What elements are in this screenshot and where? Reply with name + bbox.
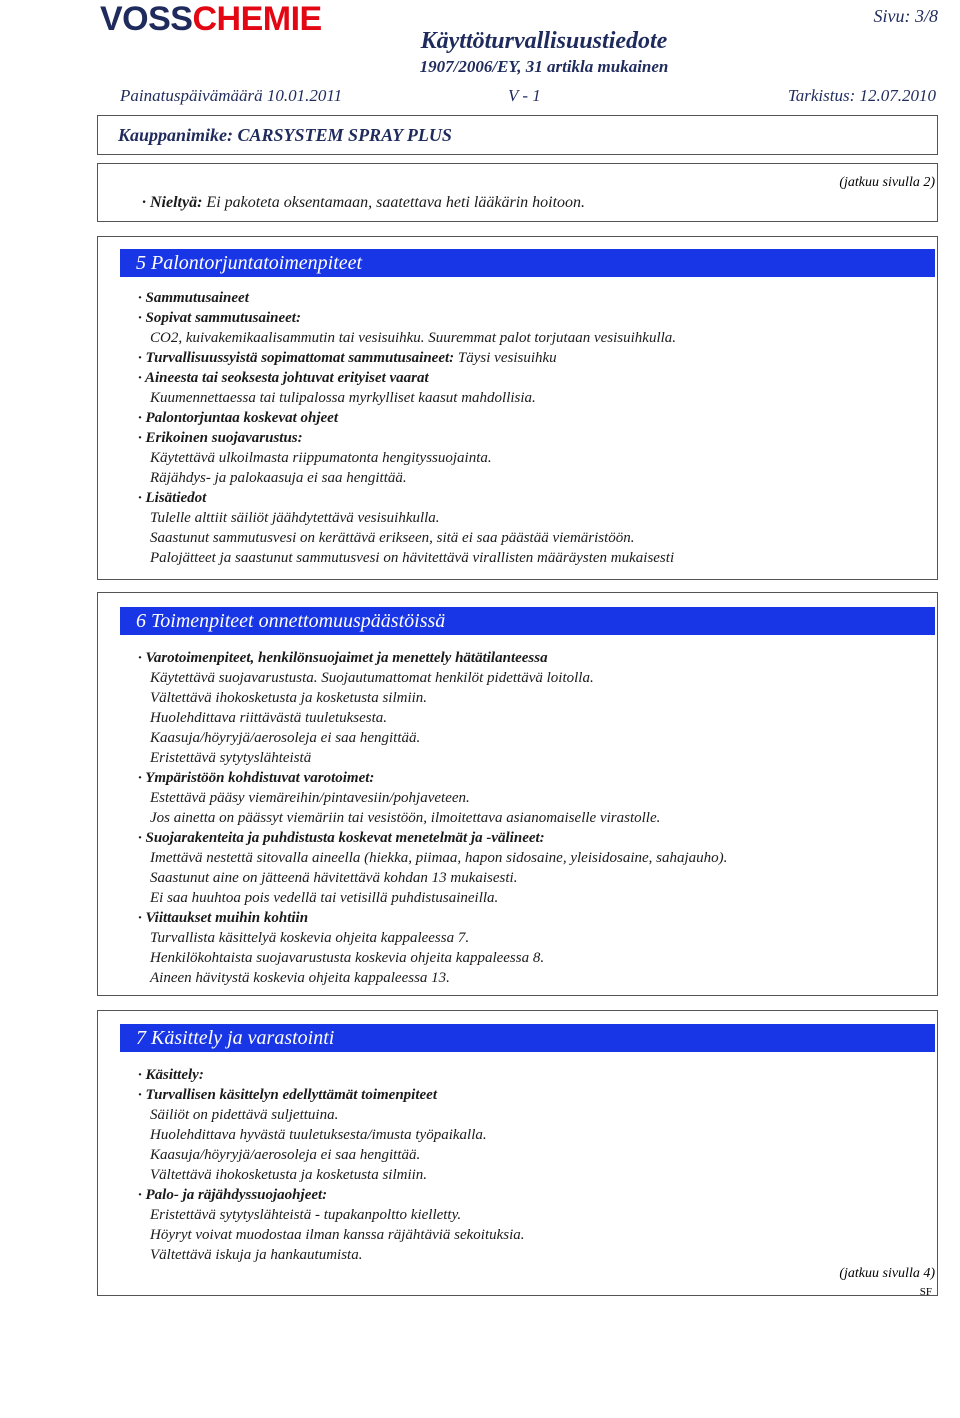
section-6-line: · Suojarakenteita ja puhdistusta koskevat menetelmät ja -välineet: (138, 830, 545, 846)
section-6-title: 6 Toimenpiteet onnettomuuspäästöissä (120, 607, 935, 635)
section-6-line: Henkilökohtaista suojavarustusta koskevia ohjeita kappaleessa 8. (150, 950, 545, 966)
section-7-line: · Turvallisen käsittelyn edellyttämät toimenpiteet (138, 1087, 437, 1103)
section-7-line: Huolehdittava hyvästä tuuletuksesta/imusta työpaikalla. (150, 1127, 487, 1143)
version: V - 1 (508, 86, 541, 105)
section-7-line: Vältettävä ihokosketusta ja kosketusta silmiin. (150, 1167, 428, 1183)
section-5-line: · Aineesta tai seoksesta johtuvat erityiset vaarat (138, 370, 429, 386)
section-6-line: Vältettävä ihokosketusta ja kosketusta silmiin. (150, 690, 428, 706)
section-7 (97, 1010, 938, 1296)
section-7-line: Säiliöt on pidettävä suljettuina. (150, 1107, 339, 1123)
section-7-line: Kaasuja/höyryjä/aerosoleja ei saa hengittää. (150, 1147, 421, 1163)
section-7-line: · Käsittely: (138, 1067, 204, 1083)
continued-box (97, 163, 938, 222)
section-7-line: · Palo- ja räjähdyssuojaohjeet: (138, 1187, 328, 1203)
swallow-label: · Nieltyä: (142, 194, 203, 211)
trade-name: Kauppanimike: CARSYSTEM SPRAY PLUS (118, 125, 452, 145)
section-6-line: Ei saa huuhtoa pois vedellä tai vetisillä puhdistusaineilla. (150, 890, 499, 906)
section-6-line: Jos ainetta on päässyt viemäriin tai vesistöön, ilmoitettava asianomaiselle virastolle. (150, 810, 661, 826)
section-7-title: 7 Käsittely ja varastointi (120, 1024, 935, 1052)
section-6-line: Turvallista käsittelyä koskevia ohjeita kappaleessa 7. (150, 930, 470, 946)
section-7-line: Eristettävä sytytyslähteistä - tupakanpoltto kielletty. (150, 1207, 462, 1223)
section-7-line: Vältettävä iskuja ja hankautumista. (150, 1247, 363, 1263)
section-5-line: Tulelle alttiit säiliöt jäähdytettävä vesisuihkulla. (150, 510, 440, 526)
document-subtitle: 1907/2006/EY, 31 artikla mukainen (419, 57, 669, 76)
swallow-text: Ei pakoteta oksentamaan, saatettava heti lääkärin hoitoon. (202, 194, 586, 211)
section-6-line: Käytettävä suojavarustusta. Suojautumattomat henkilöt pidettävä loitolla. (150, 670, 594, 686)
section-6-line: Huolehdittava riittävästä tuuletuksesta. (150, 710, 388, 726)
section-7-line: Höyryt voivat muodostaa ilman kanssa räjähtäviä sekoituksia. (150, 1227, 525, 1243)
section-5-title: 5 Palontorjuntatoimenpiteet (120, 249, 935, 277)
section-6-line: Saastunut aine on jätteenä hävitettävä kohdan 13 mukaisesti. (150, 870, 518, 886)
section-5-line: · Lisätiedot (138, 490, 207, 506)
section-5-line: · Palontorjuntaa koskevat ohjeet (138, 410, 339, 426)
company-logo: VOSSCHEMIE (100, 0, 322, 38)
section-6-line: Imettävä nestettä sitovalla aineella (hiekka, piimaa, hapon sidosaine, yleisidosaine, sahajauho). (150, 850, 728, 866)
section-5-line: Kuumennettaessa tai tulipalossa myrkylliset kaasut mahdollisia. (150, 390, 536, 406)
section-6-line: Eristettävä sytytyslähteistä (150, 750, 312, 766)
section-5-line: · Sopivat sammutusaineet: (138, 310, 301, 326)
section-5 (97, 236, 938, 580)
section-5-line: Käytettävä ulkoilmasta riippumatonta hengityssuojainta. (150, 450, 492, 466)
section-5-line: · Turvallisuussyistä sopimattomat sammutusaineet: Täysi vesisuihku (138, 350, 557, 366)
continued-from-note: (jatkuu sivulla 2) (839, 175, 935, 190)
section-5-line: Saastunut sammutusvesi on kerättävä erikseen, sitä ei saa päästää viemäristöön. (150, 530, 635, 546)
continued-to-note: (jatkuu sivulla 4) (839, 1266, 935, 1281)
section-5-line: · Sammutusaineet (138, 290, 249, 306)
swallow-line (142, 194, 585, 212)
trade-name-box (97, 115, 938, 155)
section-6-line: Kaasuja/höyryjä/aerosoleja ei saa hengittää. (150, 730, 421, 746)
section-5-line: Räjähdys- ja palokaasuja ei saa hengittää. (150, 470, 407, 486)
revision-date: Tarkistus: 12.07.2010 (787, 86, 936, 105)
section-6-line: Aineen hävitystä koskevia ohjeita kappaleessa 13. (150, 970, 450, 986)
section-5-line: Palojätteet ja saastunut sammutusvesi on hävitettävä virallisten määräysten mukaisesti (150, 550, 675, 566)
section-6-line: · Ympäristöön kohdistuvat varotoimet: (138, 770, 375, 786)
section-6 (97, 592, 938, 996)
section-6-line: Estettävä pääsy viemäreihin/pintavesiin/pohjaveteen. (150, 790, 470, 806)
section-5-line: · Erikoinen suojavarustus: (138, 430, 303, 446)
document-title: Käyttöturvallisuustiedote (420, 28, 668, 54)
section-5-line: CO2, kuivakemikaalisammutin tai vesisuihku. Suuremmat palot torjutaan vesisuihkulla. (150, 330, 677, 346)
page-number: Sivu: 3/8 (873, 6, 938, 26)
print-date: Painatuspäivämäärä 10.01.2011 (120, 86, 343, 105)
section-6-line: · Varotoimenpiteet, henkilönsuojaimet ja menettely hätätilanteessa (138, 650, 548, 666)
section-6-line: · Viittaukset muihin kohtiin (138, 910, 309, 926)
language-code: SF (919, 1286, 932, 1298)
